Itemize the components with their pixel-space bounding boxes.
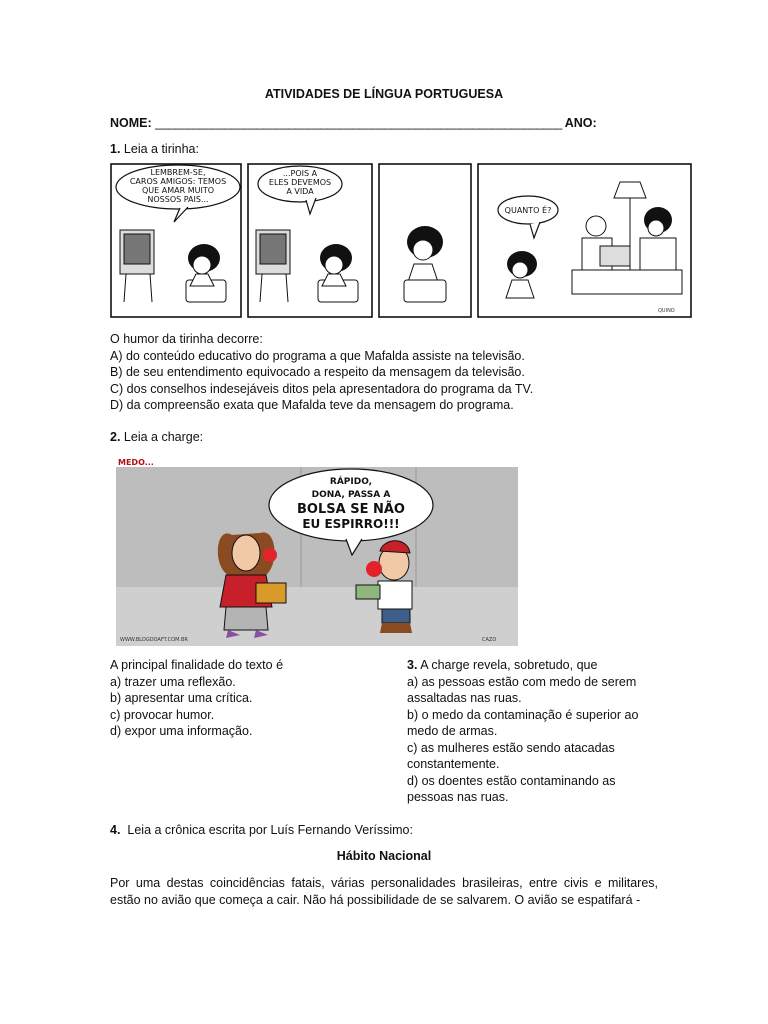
question-instruction: Leia a crônica escrita por Luís Fernando Veríssimo: [127, 823, 413, 837]
charge-site: WWW.BLOGDOAFT.COM.BR [120, 637, 188, 643]
question-1-stem: O humor da tirinha decorre: [110, 332, 263, 346]
question-number: 4. [110, 823, 121, 837]
charge-cartoon [116, 455, 518, 646]
option-2d[interactable]: d) expor uma informação. [110, 724, 253, 738]
question-1-heading [110, 141, 199, 158]
page-title: ATIVIDADES DE LÍNGUA PORTUGUESA [264, 87, 504, 101]
question-2-body [110, 657, 390, 740]
question-instruction: Leia a tirinha: [123, 142, 199, 156]
ano-label: ANO: [564, 116, 597, 130]
option-2a[interactable]: a) trazer uma reflexão. [110, 674, 236, 689]
option-1d[interactable]: D) da compreensão exata que Mafalda teve da mensagem do programa. [110, 398, 514, 412]
option-2c[interactable]: c) provocar humor. [110, 707, 215, 722]
question-2-stem: A principal finalidade do texto é [110, 658, 284, 672]
option-3c[interactable]: c) as mulheres estão sendo atacadas constantemente. [407, 740, 615, 771]
option-2b[interactable]: b) apresentar uma crítica. [110, 691, 253, 705]
charge-label: MEDO... [118, 458, 154, 467]
question-instruction: Leia a charge: [123, 430, 204, 444]
option-1a[interactable]: A) do conteúdo educativo do programa a que Mafalda assiste na televisão. [110, 348, 525, 363]
cronica-text: Por uma destas coincidências fatais, várias personalidades brasileiras, entre civis e militares, estão no avião que começa a cair. Não há possibilidade de se salvarem. O avião se espatifará - [110, 876, 658, 907]
charge-balloon-text: RÁPIDO, DONA, PASSA A BOLSA SE NÃO EU ESPIRRO!!! [297, 477, 405, 531]
nome-field[interactable]: ________________________________________________________________ [155, 116, 562, 130]
question-2-heading [110, 429, 203, 446]
name-year-line [110, 115, 597, 132]
question-number: 2. [110, 430, 121, 444]
question-number: 1. [110, 142, 121, 156]
panel4-text: QUANTO É? [504, 206, 552, 215]
option-1b[interactable]: B) de seu entendimento equivocado a respeito da mensagem da televisão. [110, 365, 525, 379]
question-number: 3. [407, 658, 418, 672]
option-3b[interactable]: b) o medo da contaminação é superior ao medo de armas. [407, 707, 639, 738]
charge-signature: CAZO [482, 637, 497, 643]
comic-signature: QUINO [658, 308, 675, 314]
panel1-text: LEMBREM-SE, CAROS AMIGOS: TEMOS QUE AMAR MUITO NOSSOS PAIS... [129, 168, 227, 204]
mafalda-comic-strip [110, 162, 694, 320]
option-3a[interactable]: a) as pessoas estão com medo de serem assaltadas nas ruas. [407, 674, 637, 705]
question-1-body [110, 331, 533, 414]
question-3-body [407, 657, 662, 806]
nome-label: NOME: [110, 116, 152, 130]
panel2-text: ...POIS A ELES DEVEMOS A VIDA [268, 169, 332, 196]
question-3-stem: 3. A charge revela, sobretudo, que [407, 658, 598, 672]
option-3d[interactable]: d) os doentes estão contaminando as pessoas nas ruas. [407, 773, 616, 804]
cronica-title: Hábito Nacional [336, 849, 432, 863]
question-4-heading [110, 822, 413, 839]
option-1c[interactable]: C) dos conselhos indesejáveis ditos pela apresentadora do programa da TV. [110, 381, 534, 396]
